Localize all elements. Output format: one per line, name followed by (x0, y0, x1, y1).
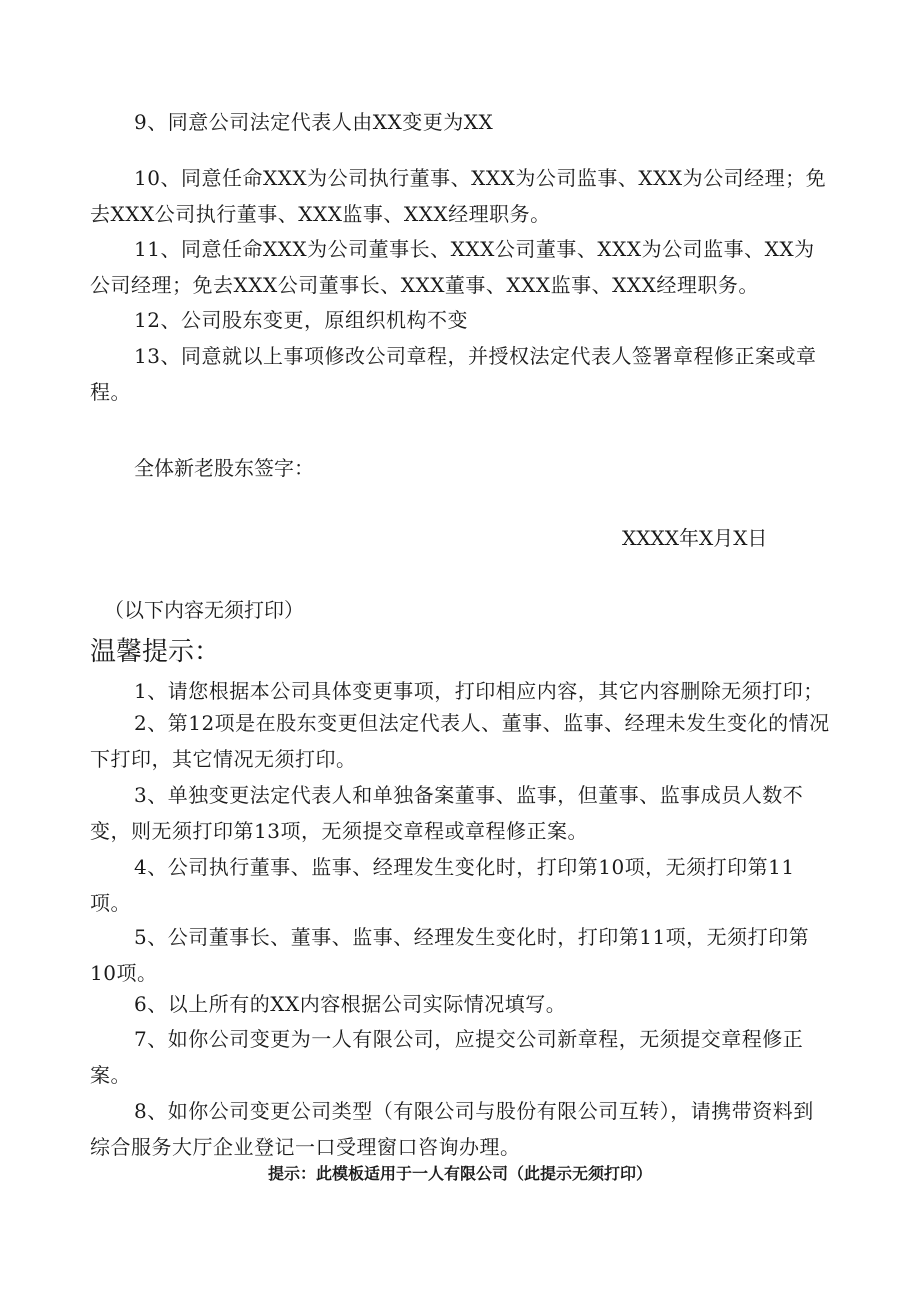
no-print-note: （以下内容无须打印） (104, 598, 304, 622)
tip-item-3: 3、单独变更法定代表人和单独备案董事、监事，但董事、监事成员人数不变，则无须打印第13项，无须提交章程或章程修正案。 (90, 783, 804, 843)
resolution-item-12: 12、公司股东变更，原组织机构不变 (134, 308, 468, 332)
date-line: XXXX年X月X日 (622, 526, 768, 550)
tip-item-4: 4、公司执行董事、监事、经理发生变化时，打印第10项，无须打印第11项。 (90, 855, 795, 915)
tip-item-5: 5、公司董事长、董事、监事、经理发生变化时，打印第11项，无须打印第10项。 (90, 925, 810, 985)
footer-hint: 提示：此模板适用于一人有限公司（此提示无须打印） (267, 1164, 652, 1183)
resolution-item-13: 13、同意就以上事项修改公司章程，并授权法定代表人签署章程修正案或章程。 (90, 344, 817, 404)
tip-item-7: 7、如你公司变更为一人有限公司，应提交公司新章程，无须提交章程修正案。 (90, 1027, 804, 1087)
tip-item-6: 6、以上所有的XX内容根据公司实际情况填写。 (134, 992, 567, 1016)
tip-item-1: 1、请您根据本公司具体变更事项，打印相应内容，其它内容删除无须打印； (134, 679, 824, 703)
resolution-item-11: 11、同意任命XXX为公司董事长、XXX公司董事、XXX为公司监事、XX为公司经理；免去XXX公司董事长、XXX董事、XXX监事、XXX经理职务。 (90, 237, 815, 297)
signature-label: 全体新老股东签字： (134, 456, 314, 480)
tips-title: 温馨提示： (90, 637, 221, 667)
tip-item-2: 2、第12项是在股东变更但法定代表人、董事、监事、经理未发生变化的情况下打印，其它情况无须打印。 (90, 711, 830, 771)
tip-item-8: 8、如你公司变更公司类型（有限公司与股份有限公司互转），请携带资料到综合服务大厅企业登记一口受理窗口咨询办理。 (90, 1099, 814, 1159)
resolution-item-10: 10、同意任命XXX为公司执行董事、XXX为公司监事、XXX为公司经理；免去XXX公司执行董事、XXX监事、XXX经理职务。 (90, 166, 827, 226)
resolution-item-9: 9、同意公司法定代表人由XX变更为XX (134, 110, 494, 134)
